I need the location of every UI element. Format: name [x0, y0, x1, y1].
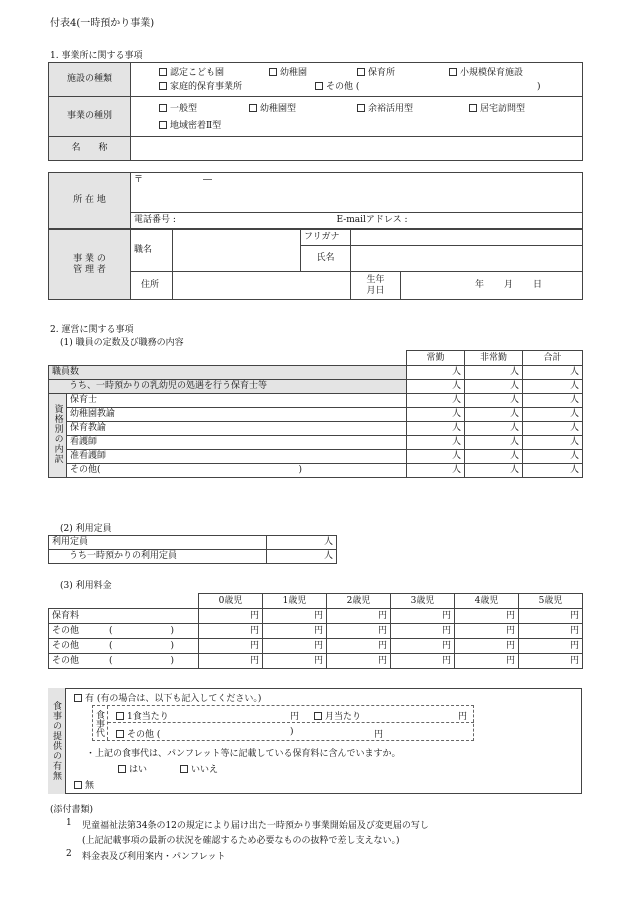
qual-cell[interactable]: 人: [407, 436, 465, 450]
checkbox-icon[interactable]: [269, 68, 277, 76]
fee-cell[interactable]: 円: [519, 654, 583, 669]
facility-option-nursery[interactable]: 保育所: [357, 68, 395, 78]
meal-no-option[interactable]: 無: [74, 778, 94, 791]
facility-type-label: 施設の種類: [49, 63, 131, 97]
business-option-kindergarten[interactable]: 幼稚園型: [249, 104, 296, 114]
attachments-heading: (添付書類): [50, 805, 94, 815]
checkbox-icon[interactable]: [159, 104, 167, 112]
manager-name-field[interactable]: [351, 246, 583, 272]
checkbox-icon[interactable]: [118, 765, 126, 773]
postal-mark: 〒: [134, 175, 144, 185]
facility-other-close: ): [537, 81, 541, 92]
fee-row-label: 保育料: [49, 609, 199, 624]
attachment-1: 児童福祉法第34条の12の規定により届け出た一時預かり事業開始届及び変更届の写し: [82, 821, 429, 831]
fee-cell[interactable]: 円: [519, 609, 583, 624]
checkbox-icon[interactable]: [159, 68, 167, 76]
qual-row-label-other: その他( ): [67, 464, 407, 478]
checkbox-icon[interactable]: [74, 694, 82, 702]
checkbox-icon[interactable]: [315, 82, 323, 90]
qual-cell[interactable]: 人: [523, 394, 583, 408]
qual-cell[interactable]: 人: [465, 408, 523, 422]
business-option-surplus[interactable]: 余裕活用型: [357, 104, 413, 114]
fee-col: 3歳児: [391, 594, 455, 609]
fee-cell[interactable]: 円: [263, 609, 327, 624]
name-label: 名 称: [49, 137, 131, 161]
facility-option-other[interactable]: その他 (: [315, 82, 359, 92]
fee-cell[interactable]: 円: [391, 609, 455, 624]
fee-cell[interactable]: 円: [519, 639, 583, 654]
business-option-home-visit[interactable]: 居宅訪問型: [469, 104, 525, 114]
fee-header-blank: [49, 594, 199, 609]
fee-cell[interactable]: 円: [391, 624, 455, 639]
qual-cell[interactable]: 人: [523, 450, 583, 464]
qual-cell[interactable]: 人: [465, 464, 523, 478]
furigana-label: フリガナ: [301, 230, 351, 246]
fee-col: 0歳児: [199, 594, 263, 609]
checkbox-icon[interactable]: [314, 712, 322, 720]
checkbox-icon[interactable]: [116, 730, 124, 738]
fee-cell[interactable]: 円: [391, 654, 455, 669]
staff-table: [48, 350, 583, 478]
col-fulltime: 常勤: [407, 351, 465, 366]
fee-cell[interactable]: 円: [519, 624, 583, 639]
per-meal-yen: 円: [290, 712, 300, 722]
fee-cell[interactable]: 円: [327, 609, 391, 624]
qual-cell[interactable]: 人: [407, 422, 465, 436]
qual-row-label: 保育士: [67, 394, 407, 408]
attachment-2: 料金表及び利用案内・パンフレット: [82, 852, 226, 862]
fee-col: 1歳児: [263, 594, 327, 609]
address-table: [48, 172, 583, 229]
staff-sub-parttime[interactable]: 人: [465, 380, 523, 394]
qual-cell[interactable]: 人: [523, 422, 583, 436]
capacity-sub-value[interactable]: 人: [267, 550, 337, 564]
postal-dash: ―: [203, 175, 213, 185]
manager-table: [48, 229, 583, 300]
staff-sub-total[interactable]: 人: [523, 380, 583, 394]
job-title-field[interactable]: [173, 230, 301, 272]
meal-other-yen: 円: [374, 730, 384, 740]
fee-row-label: その他 ( ): [49, 624, 199, 639]
page-title: 付表4(一時預かり事業): [50, 18, 155, 29]
qual-cell[interactable]: 人: [465, 422, 523, 436]
section1-heading: 1. 事業所に関する事項: [50, 51, 143, 61]
job-title-label: 職名: [131, 230, 173, 272]
section2-heading: 2. 運営に関する事項: [50, 325, 134, 335]
qual-cell[interactable]: 人: [523, 408, 583, 422]
meal-side-label: 食事の提供の有無: [48, 688, 66, 794]
fee-row-label: その他 ( ): [49, 654, 199, 669]
facility-option-kodomoen[interactable]: 認定こども園: [159, 68, 224, 78]
col-total: 合計: [523, 351, 583, 366]
facility-option-kindergarten[interactable]: 幼稚園: [269, 68, 307, 78]
fee-table: [48, 593, 583, 669]
qual-cell[interactable]: 人: [465, 394, 523, 408]
checkbox-icon[interactable]: [180, 765, 188, 773]
manager-label: 事 業 の 管 理 者: [49, 230, 131, 300]
fee-cell[interactable]: 円: [263, 654, 327, 669]
residence-field[interactable]: [173, 272, 351, 300]
facility-type-options: [131, 63, 583, 97]
facility-option-home[interactable]: 家庭的保育事業所: [159, 82, 242, 92]
fee-col: 2歳児: [327, 594, 391, 609]
qual-side-label: 資格別の内訳: [49, 394, 67, 478]
capacity-label: 利用定員: [49, 536, 267, 550]
meal-cost-divider: [108, 722, 474, 723]
business-option-regional[interactable]: 地域密着Ⅱ型: [159, 121, 221, 131]
email-field[interactable]: E-mailアドレス :: [331, 213, 583, 229]
checkbox-icon[interactable]: [116, 712, 124, 720]
qual-row-label: 幼稚園教諭: [67, 408, 407, 422]
meal-other-option[interactable]: その他 (: [116, 727, 160, 740]
business-type-label: 事業の種別: [49, 97, 131, 137]
qual-row-label: 看護師: [67, 436, 407, 450]
address-label: 所 在 地: [49, 173, 131, 229]
qual-cell[interactable]: 人: [407, 450, 465, 464]
fee-cell[interactable]: 円: [391, 639, 455, 654]
capacity-value[interactable]: 人: [267, 536, 337, 550]
qual-cell[interactable]: 人: [407, 394, 465, 408]
name-field-label: 氏名: [301, 246, 351, 272]
staff-total-total[interactable]: 人: [523, 366, 583, 380]
fee-cell[interactable]: 円: [455, 639, 519, 654]
checkbox-icon[interactable]: [357, 104, 365, 112]
fee-cell[interactable]: 円: [263, 639, 327, 654]
facility-option-small[interactable]: 小規模保育施設: [449, 68, 523, 78]
business-info-table: [48, 62, 583, 161]
qual-cell[interactable]: 人: [465, 450, 523, 464]
per-month-yen: 円: [458, 712, 468, 722]
qual-row-label: 保育教諭: [67, 422, 407, 436]
qual-cell[interactable]: 人: [523, 436, 583, 450]
answer-no-option[interactable]: いいえ: [180, 762, 218, 775]
attachment-2-number: 2: [66, 849, 72, 859]
staff-total-label: 職員数: [49, 366, 407, 380]
checkbox-icon[interactable]: [74, 781, 82, 789]
fee-cell[interactable]: 円: [263, 624, 327, 639]
business-type-options: [131, 97, 583, 137]
checkbox-icon[interactable]: [249, 104, 257, 112]
fee-cell[interactable]: 円: [455, 624, 519, 639]
staff-header-blank: [49, 351, 407, 366]
birth-date-field[interactable]: 年 月 日: [401, 272, 583, 300]
answer-yes-option[interactable]: はい: [118, 762, 147, 775]
fee-cell[interactable]: 円: [199, 654, 263, 669]
name-field[interactable]: [131, 137, 583, 161]
checkbox-icon[interactable]: [357, 68, 365, 76]
fee-col: 5歳児: [519, 594, 583, 609]
capacity-subheading: (2) 利用定員: [60, 524, 112, 534]
capacity-sub-label: うち一時預かりの利用定員: [49, 550, 267, 564]
checkbox-icon[interactable]: [469, 104, 477, 112]
fee-cell[interactable]: 円: [199, 639, 263, 654]
fee-cell[interactable]: 円: [327, 639, 391, 654]
fee-cell[interactable]: 円: [455, 609, 519, 624]
meal-yes-option[interactable]: 有 (有の場合は、以下も記入してください。): [74, 691, 261, 704]
attachment-1-note: (上記記載事項の最新の状況を確認するため必要なものの抜粋で差し支えない。): [82, 836, 400, 846]
birth-label: 生年 月日: [351, 272, 401, 300]
fee-cell[interactable]: 円: [199, 609, 263, 624]
address-field[interactable]: [131, 173, 583, 213]
staff-total-parttime[interactable]: 人: [465, 366, 523, 380]
staff-subheading: (1) 職員の定数及び職務の内容: [60, 338, 184, 348]
fee-cell[interactable]: 円: [199, 624, 263, 639]
checkbox-icon[interactable]: [159, 121, 167, 129]
qual-cell[interactable]: 人: [407, 408, 465, 422]
fee-row-label: その他 ( ): [49, 639, 199, 654]
per-meal-option[interactable]: 1食当たり: [116, 709, 169, 722]
business-option-general[interactable]: 一般型: [159, 104, 197, 114]
qual-row-label: 准看護師: [67, 450, 407, 464]
per-month-option[interactable]: 月当たり: [314, 709, 361, 722]
meal-question: ・上記の食事代は、パンフレット等に記載している保育料に含んでいますか。: [86, 749, 401, 759]
qual-cell[interactable]: 人: [465, 436, 523, 450]
fee-subheading: (3) 利用料金: [60, 581, 112, 591]
meal-other-close: ): [290, 727, 294, 737]
residence-label: 住所: [131, 272, 173, 300]
checkbox-icon[interactable]: [449, 68, 457, 76]
phone-field[interactable]: 電話番号 :: [131, 213, 331, 229]
capacity-table: [48, 535, 337, 564]
staff-total-fulltime[interactable]: 人: [407, 366, 465, 380]
staff-sub-label: うち、一時預かりの乳幼児の処遇を行う保育士等: [49, 380, 407, 394]
checkbox-icon[interactable]: [159, 82, 167, 90]
fee-cell[interactable]: 円: [327, 654, 391, 669]
qual-cell[interactable]: 人: [523, 464, 583, 478]
fee-cell[interactable]: 円: [327, 624, 391, 639]
attachment-1-number: 1: [66, 818, 72, 828]
col-parttime: 非常勤: [465, 351, 523, 366]
fee-cell[interactable]: 円: [455, 654, 519, 669]
qual-cell[interactable]: 人: [407, 464, 465, 478]
staff-sub-fulltime[interactable]: 人: [407, 380, 465, 394]
furigana-field[interactable]: [351, 230, 583, 246]
fee-col: 4歳児: [455, 594, 519, 609]
meal-cost-label: 食事代: [92, 706, 108, 740]
